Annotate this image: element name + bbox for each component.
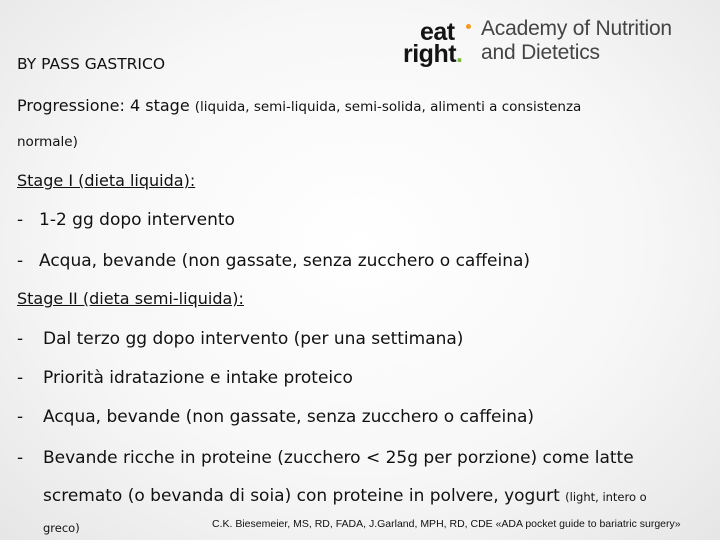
- academy-logo: [402, 16, 702, 68]
- logo-orange-dot: [466, 24, 471, 29]
- list-item: - Bevande ricche in proteine (zucchero < 25g per porzione) come latte: [17, 448, 634, 468]
- progression-detail-cont: normale): [17, 134, 78, 150]
- logo-eat-text: eat: [420, 18, 455, 46]
- list-item: - Acqua, bevande (non gassate, senza zucchero o caffeina): [17, 407, 535, 427]
- progression-label: Progressione: 4 stage: [17, 96, 190, 115]
- citation: C.K. Biesemeier, MS, RD, FADA, J.Garland, MPH, RD, CDE «ADA pocket guide to bariatric surgery»: [212, 518, 681, 530]
- logo-dietetics-line: and Dietetics: [481, 41, 600, 64]
- page-title: BY PASS GASTRICO: [17, 55, 166, 73]
- logo-academy-line: Academy of Nutrition: [481, 17, 672, 40]
- logo-right-text: right.: [403, 40, 463, 68]
- list-item-continuation: scremato (o bevanda di soia) con proteine in polvere, yogurt (light, intero o: [43, 486, 647, 506]
- list-item: - Dal terzo gg dopo intervento (per una settimana): [17, 329, 464, 349]
- stage1-heading: Stage I (dieta liquida):: [17, 171, 196, 190]
- progression-line: [17, 96, 581, 115]
- list-item: - Acqua, bevande (non gassate, senza zucchero o caffeina): [17, 251, 531, 271]
- stage2-heading: Stage II (dieta semi-liquida):: [17, 289, 244, 308]
- list-item: - Priorità idratazione e intake proteico: [17, 368, 353, 388]
- list-item: - 1-2 gg dopo intervento: [17, 210, 235, 230]
- progression-detail: (liquida, semi-liquida, semi-solida, alimenti a consistenza: [194, 99, 582, 115]
- list-item-continuation-end: greco): [43, 521, 80, 535]
